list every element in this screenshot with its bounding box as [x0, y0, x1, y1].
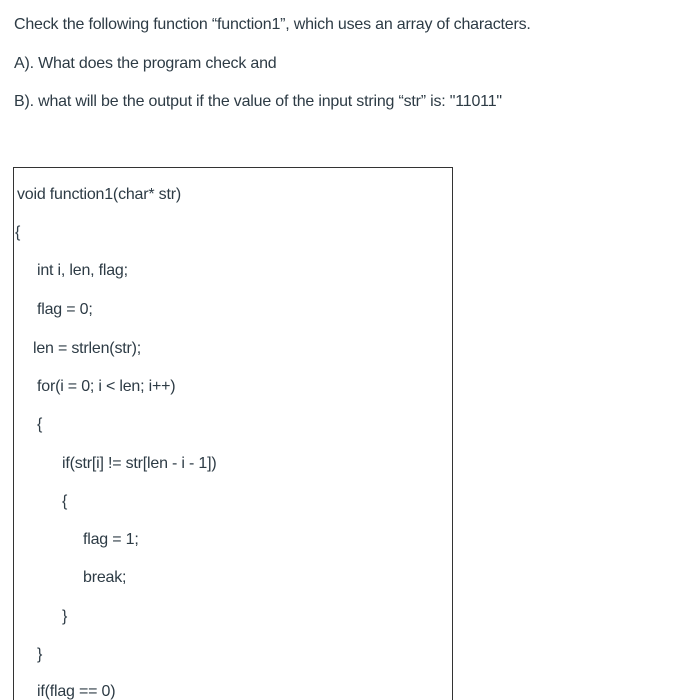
- code-line-flag-set: flag = 1;: [83, 531, 139, 548]
- code-line-break: break;: [83, 569, 127, 586]
- code-line-flag-init: flag = 0;: [37, 301, 93, 318]
- code-line-if-open-brace: {: [62, 493, 68, 510]
- code-line-len-assign: len = strlen(str);: [33, 340, 141, 357]
- code-line-if-flag-check: if(flag == 0): [37, 683, 116, 700]
- code-line-for-loop: for(i = 0; i < len; i++): [37, 378, 176, 395]
- question-part-b: B). what will be the output if the value of the input string “str” is: "11011": [14, 93, 502, 110]
- code-line-signature: void function1(char* str): [17, 186, 181, 203]
- code-line-for-open-brace: {: [37, 416, 43, 433]
- code-line-declarations: int i, len, flag;: [37, 262, 128, 279]
- code-line-if-close-brace: }: [62, 608, 68, 625]
- code-line-open-brace: {: [15, 224, 21, 241]
- question-part-a: A). What does the program check and: [14, 55, 277, 72]
- code-line-if-compare: if(str[i] != str[len - i - 1]): [62, 455, 217, 472]
- code-block: [13, 167, 453, 700]
- question-intro: Check the following function “function1”, which uses an array of characters.: [14, 16, 531, 33]
- code-line-for-close-brace: }: [37, 646, 43, 663]
